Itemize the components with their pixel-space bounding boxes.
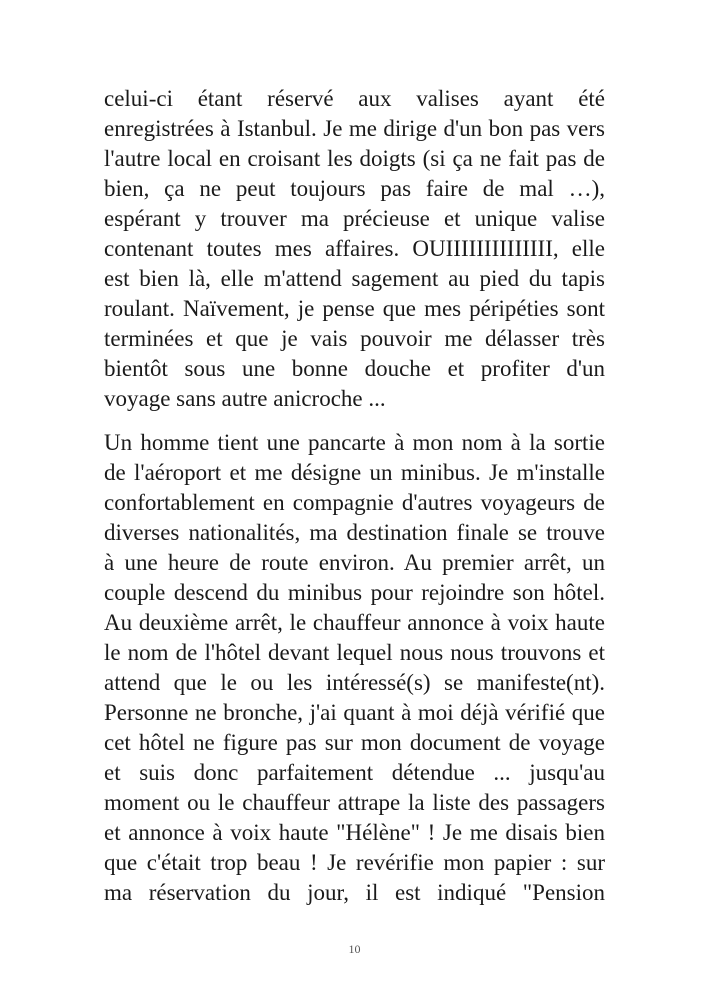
text-line: ma réservation du jour, il est indiqué "Pension [104, 880, 605, 905]
text-line: moment ou le chauffeur attrape la liste des passagers [104, 790, 605, 815]
text-line: Personne ne bronche, j'ai quant à moi déjà vérifié que [104, 700, 605, 725]
text-line: terminées et que je vais pouvoir me délasser très [104, 326, 605, 351]
text-line: roulant. Naïvement, je pense que mes péripéties sont [104, 296, 605, 321]
text-line: bien, ça ne peut toujours pas faire de mal …), [104, 176, 605, 201]
text-line: Un homme tient une pancarte à mon nom à la sortie [104, 430, 605, 455]
text-line: l'autre local en croisant les doigts (si ça ne fait pas de [104, 146, 605, 171]
text-line: et suis donc parfaitement détendue ... jusqu'au [104, 760, 605, 785]
text-line: cet hôtel ne figure pas sur mon document de voyage [104, 730, 605, 755]
text-line: le nom de l'hôtel devant lequel nous nous trouvons et [104, 640, 605, 665]
text-line: voyage sans autre anicroche ... [104, 386, 386, 411]
text-line: diverses nationalités, ma destination finale se trouve [104, 520, 605, 545]
text-line: celui-ci étant réservé aux valises ayant été [104, 86, 605, 111]
text-line: de l'aéroport et me désigne un minibus. Je m'installe [104, 460, 605, 485]
paragraph-2 [104, 428, 605, 908]
text-line: et annonce à voix haute "Hélène" ! Je me disais bien [104, 820, 605, 845]
text-line: confortablement en compagnie d'autres voyageurs de [104, 490, 605, 515]
text-line: bientôt sous une bonne douche et profiter d'un [104, 356, 605, 381]
text-line: espérant y trouver ma précieuse et unique valise [104, 206, 605, 231]
text-line: attend que le ou les intéressé(s) se manifeste(nt). [104, 670, 605, 695]
text-line: à une heure de route environ. Au premier arrêt, un [104, 550, 605, 575]
text-line: est bien là, elle m'attend sagement au pied du tapis [104, 266, 605, 291]
page-number: 10 [348, 942, 361, 956]
text-line: Au deuxième arrêt, le chauffeur annonce à voix haute [104, 610, 605, 635]
text-line: contenant toutes mes affaires. OUIIIIIIIIIIIIII, elle [104, 236, 605, 261]
text-line: couple descend du minibus pour rejoindre son hôtel. [104, 580, 605, 605]
text-line: enregistrées à Istanbul. Je me dirige d'un bon pas vers [104, 116, 605, 141]
paragraph-1 [104, 84, 605, 414]
text-line: que c'était trop beau ! Je revérifie mon papier : sur [104, 850, 605, 875]
